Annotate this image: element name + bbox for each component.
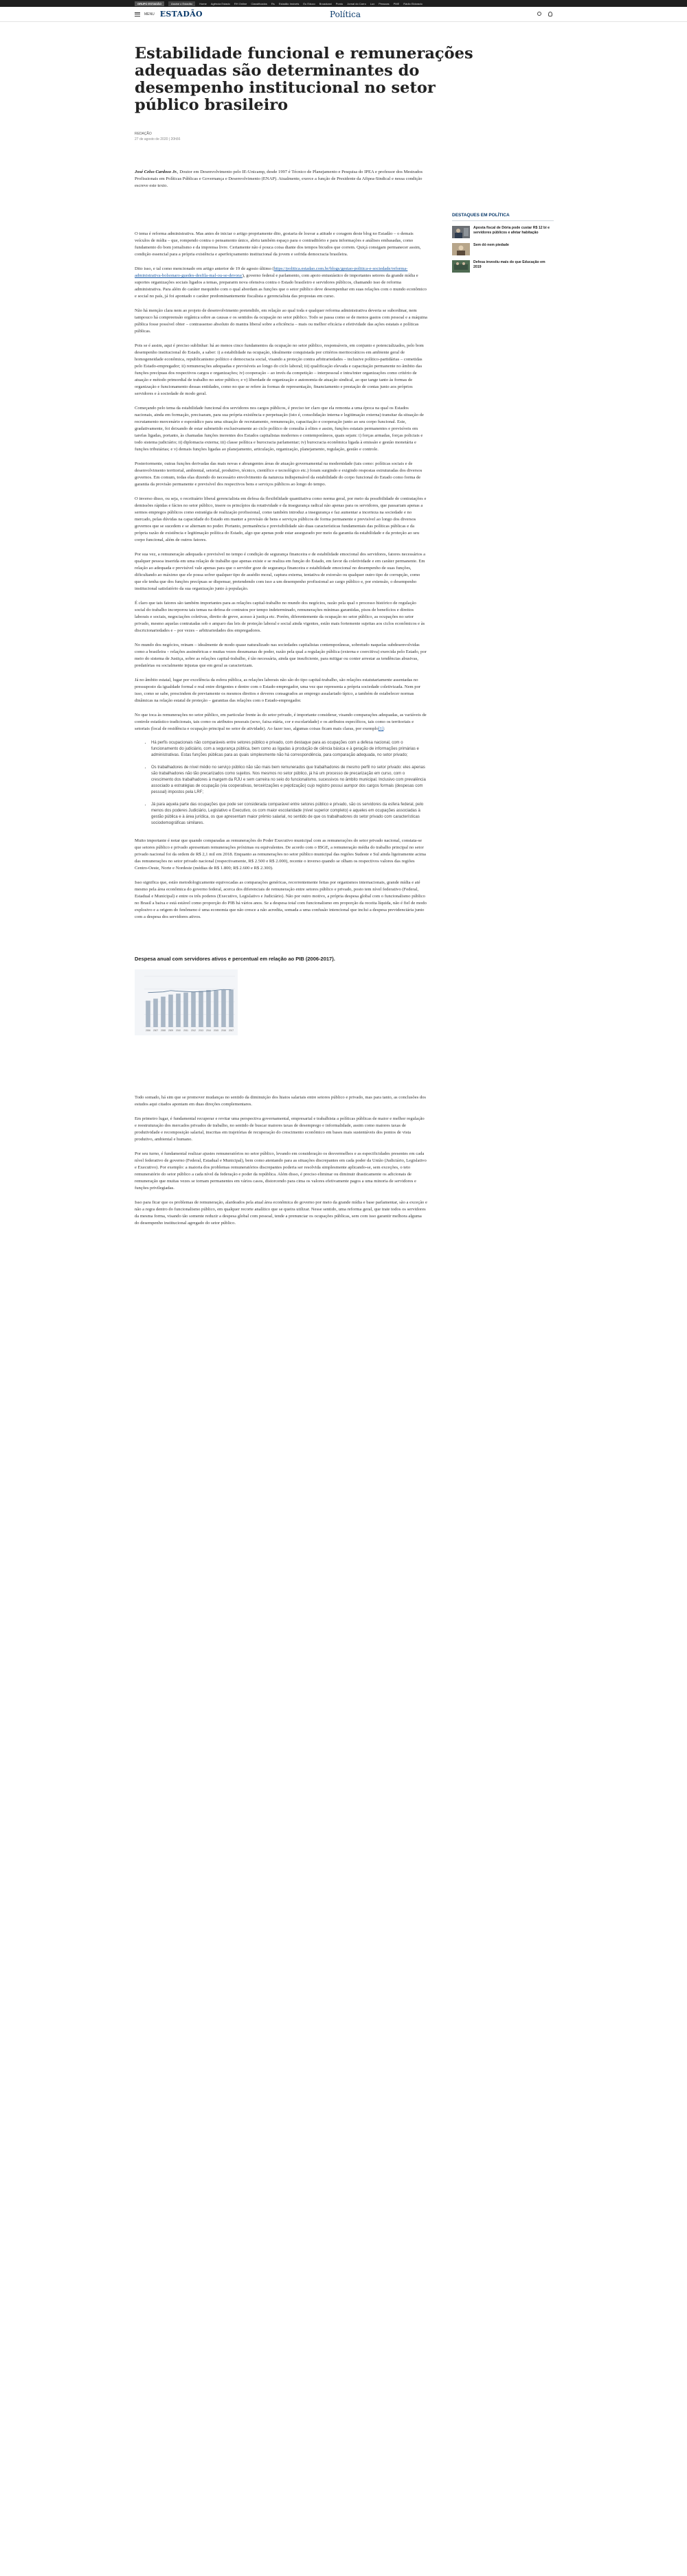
chart-tick-label: 2007 (153, 1029, 159, 1032)
network-link[interactable]: Rádio Eldorado (403, 1, 423, 5)
site-header (0, 7, 687, 22)
network-link[interactable]: Broadcast (319, 1, 332, 5)
network-brand[interactable]: GRUPO ESTADÃO (135, 1, 164, 6)
chart-tick-label: 2016 (221, 1029, 227, 1032)
chart-tick-label: 2008 (160, 1029, 166, 1032)
network-link[interactable]: RH Online (234, 1, 247, 5)
sidebar (452, 213, 554, 1234)
intro-text: , Doutor em Desenvolvimento pelo IE-Unicamp, desde 1997 é Técnico de Planejamento e Pesquisa do IPEA e professor dos Mestrados Profissionais em Políticas Públicas e Governança e Desenvolvimento (ENAP). Atualmente, exerce a função de Presidente da Afipea-Sindical e nessa condição escreve este texto. (135, 170, 423, 188)
chart-tick-label: 2015 (213, 1029, 219, 1032)
network-link[interactable]: Jornal do Carro (347, 1, 366, 5)
intro-author: José Celso Cardoso Jr. (135, 170, 177, 174)
paragraph: Isso para ficar que os problemas de remuneração, alardeados pela atual área econômica do governo por meio da grande mídia e base parlamentar, são a exceção e não a regra dentro do funcionalismo público, em qualquer recorte analítico que se queira utilizar. Nesse sentido, uma reforma geral, que trate todos os servidores da mesma forma, visando tão somente reduzir a despesa global com pessoal, tende a prenunciar os ocupações públicas, sem com isso garantir melhora alguma do desempenho institucional agregado do setor público. (135, 1200, 427, 1226)
paragraph: O tema é reforma administrativa. Mas antes de iniciar o artigo propriamente dito, gostaria de louvar a atitude e coragem deste blog no Estadão – o demais veículos de mídia – que, rompendo contra o pensamento único, abriu também espaço para o contraditório e para informações e análises embasadas, como fundamento do bom jornalismo e da imprensa livre. Certamente não é pouca coisa diante dos tempos bicudos que correm. Quiçá consigam permanecer assim, condição essencial para a própria existência e aperfeiçoamento institucional da jovem e sofrida democracia brasileira. (135, 231, 421, 257)
chart-bar-2006 (146, 1001, 150, 1027)
sidebar-item-text[interactable]: Sem dó nem piedade (473, 243, 509, 247)
paragraph: Por sua vez, a remuneração adequada e previsível no tempo é condição de segurança financeira e de estabilidade emocional dos servidores, fatores necessários a qualquer pessoa inserida em uma relação de trabalho que apenas existe e se realiza em função do Estado, em favor da coletividade e em caráter permanente. Em relação ao adequada e previsível vale apenas para que o servidor goze de segurança financeira e estabilidade emocional no desempenho de suas funções, dificultando ao máximo que ele possa sofrer qualquer tipo de assédio moral, captura externa, tentativa de extorsão ou qualquer outro tipo de corrupção, como que ele tenha que dos funções precípuas se dispensar, pretendendo com isso a um desempenho profissional ao cargo público e, por extensão, o desempenho institucional satisfatório da sua organização junto à população. (135, 552, 426, 591)
sidebar-thumbnail[interactable] (452, 260, 470, 273)
author-label: REDAÇÃO (135, 132, 152, 136)
network-link[interactable]: Ponto (335, 1, 344, 5)
chart-svg (135, 969, 238, 1035)
sidebar-title: DESTAQUES EM POLÍTICA (452, 213, 554, 221)
sidebar-item-text[interactable]: Aposta fiscal de Dória pode custar R$ 12 bi e servidores públicos e afetar habitação (473, 226, 550, 235)
article-link[interactable]: https://politica.estadao.com.br/blogs/gestao-politica-e-sociedade/reforma-administrativa-bolsonaro-guedes-desfila-mal-ou-se-devora/ (135, 266, 408, 278)
network-link[interactable]: Pessoas (379, 1, 390, 5)
chart-bar-2014 (206, 990, 211, 1027)
paragraph: Em primeiro lugar, é fundamental recuperar e revitar uma perspectiva governamental, empresarial e trabalhista a políticas públicas de maior e melhor regulação e reestruturação dos mercados privados de trabalho, no sentido de buscar maiores taxas de desemprego e informalidade, assim como maiores taxas de produtividade e recomposição salarial, inscritas em trajetórias de recuperação do crescimento econômico em bases mais sustentáveis dos pontos de vista produtivo, ambiental e humano. (135, 1116, 425, 1142)
sidebar-item[interactable] (452, 260, 554, 273)
network-link[interactable]: Eu Educo (303, 1, 315, 5)
chart-bar-2011 (183, 993, 188, 1027)
chart-bar-2012 (191, 992, 196, 1027)
paragraph: É claro que tais fatores são também importantes para as relações capital-trabalho no mundo dos negócios, razão pela qual o processo histórico de regulação social do trabalho incorporou tais temas na defesa de contratos por tempo indeterminado, remunerações mínimas garantidas, pisos de benefícios e direitos laborais e sociais, negociações coletivas, direito de greve, acesso à justiça etc. Porém, diferentemente da ocupação no setor público, as ocupações no setor privado, mesmo aquelas contratadas sob o amparo das leis de proteção laboral e social ainda vigentes, estão mais fortemente sujeitas aos ciclos econômicos e às discricionariedades e – por vezes – arbitrariedades dos empregadores. (135, 601, 425, 633)
paragraph: No que toca às remunerações no setor público, em particular frente às do setor privado, é importante considerar, visando comparações adequadas, as variáveis de controle estatístico tradicionais, tais como os atributos pessoais (sexo, faixa etária, cor e escolaridade) e os atributos específicos, tais como os territoriais e setoriais (local de residência e ocupação principal no setor de atividade). Ao fazer isso, algumas coisas ficam mais claras, por exemplo[1]: (135, 713, 427, 731)
chart-tick-label: 2013 (198, 1029, 204, 1032)
network-link[interactable]: Home (199, 1, 207, 5)
paragraph: Começando pelo tema da estabilidade funcional dos servidores nos cargos públicos, é preciso ter claro que ela remonta a uma época na qual os Estados nacionais, ainda em formação, precisaram, para sua própria existência e perpetuação (isto é, consolidação interna e legitimação externa) transitar da situação de recrutamento mercenário e esporádico para uma situação de recrutamento, remuneração, capacitação e cooperação junto ao seu corpo funcional. Este, gradativamente, foi deixando de estar submetido exclusivamente ao ciclo político de consulta à elites e assim, funções estatais permanentes e previsíveis em tarefas ligadas, portanto, às chamadas funções inerentes dos Estados capitalistas modernos e contemporâneos, quais sejam: i) forças armadas, forças policiais e todo sistema judiciário; ii) diplomacia externa; iii) classe política e burocracia parlamentar; iv) burocracia econômica ligada à emissão e gestão monetária e funções tributárias; e v) demais funções ligadas ao planejamento, articulação, organização, planejamento, regulação, gestão e controle. (135, 406, 424, 452)
network-link[interactable]: Lux (370, 1, 375, 5)
list-item: • Há perfis ocupacionais não comparáveis entre setores público e privado, com destaque para as ocupações com a defesa nacional, com o funcionamento do judiciário, com a segurança pública, bem como as ligadas à produção de ciência básica e à geração de informações primárias e administrativas. Estas funções públicas para as quais simplesmente não há correspondência, para comparação adequada, no setor privado; (151, 740, 427, 759)
chart-tick-label: 2010 (175, 1029, 181, 1032)
network-link[interactable]: Estadão Imóveis (278, 1, 300, 5)
paragraph: Já no âmbito estatal, lugar por excelência da esfera pública, as relações laborais não são do tipo capital-trabalho, são relações estatutariamente assentadas no pressuposto da igualdade formal e real entre dirigentes e dentre com o Estado-empregador, uma vez que representa a própria sociedade coletivizada. Nem por isso, como se sabe, prescindem de previamente os mesmos direitos e deveres consagrados ao emprego assalariado típico, a também de estabelecer normas dinâmicas na relação estatal de proteção – garantias das relações com o Estado-empregador. (135, 678, 421, 703)
network-link[interactable]: Agência Estado (210, 1, 230, 5)
site-logo[interactable]: ESTADÃO (159, 10, 203, 19)
paragraph: Isso significa que, estão metodologicamente equivocadas as comparações genéricas, recorrentemente feitas por organismos internacionais, grande mídia e até mesmo pela área econômica do governo federal, acerca dos diferenciais de remuneração entre setores público e privado, posto tem nível federativo (Federal, Estadual e Municipal) e entre os três poderes (Executivo, Legislativo e Judiciário). Não por outro motivo, a própria despesa global com o funcionalismo público no Brasil a baixa e está estável como proporção do PIB há vários anos. Se a despesa total com funcionalismo em proporção da receita líquida, não é fiel de modo explosivo e a origem do fenômeno é uma economia que não cresce a não acredita, somada a uma confusão intencional que inclui a despesa previdenciária junto com a despesa dos servidores ativos. (135, 880, 427, 919)
network-link[interactable]: PME (393, 1, 400, 5)
chart-tick-label: 2017 (228, 1029, 234, 1032)
menu-label[interactable]: MENU (144, 12, 155, 16)
paragraph: Todo somado, há sim que se promover mudanças no sentido da diminuição dos hiatos salariais entre setores público e privado, mas para tanto, as conclusões dos estudos aqui citados apontam em duas direções complementares. (135, 1095, 427, 1107)
sidebar-item[interactable] (452, 226, 554, 238)
chart-title: Despesa anual com servidores ativos e percentual em relação ao PIB (2006-2017). (135, 956, 335, 962)
chart-bar-2015 (214, 991, 218, 1027)
list-item: • Já para aquela parte das ocupações que pode ser considerada comparável entre setores público e privado, são os servidores da esfera federal, pelo menos dos poderes Judiciário, Legislativo e Executivo, os com maior escolaridade (nível superior completo) e aqueles em ocupações associadas à gestão pública e à área jurídica, os que apresentam maior prêmio salarial, no sentido de que os trabalhadores do setor privado com características sociodemográficas similares. (151, 802, 427, 827)
chart-bar-2010 (176, 993, 181, 1027)
paragraph: Dito isso, e tal como mencionado em artigo anterior de 19 de agosto último (https://politica.estadao.com.br/blogs/gestao-politica-e-sociedade/reforma-administrativa-bolsonaro-guedes-desfila-mal-ou-se-devora/), governo federal e parlamento, com apoio entusiástico de importantes setores da grande mídia e suportes organizações sociais ligados a temas, prepararm nova ofensiva contra o Estado brasileiro e servidores públicos, chamando isso de reforma administrativa. Para além do caráter mequinho com o qual abordam as funções que o setor público deve desempenhar em suas relações com o mundo econômico e social no país, já foi apontado o caráter predominantemente fiscalista e gerencialista das propostas em curso. (135, 266, 427, 299)
chart-tick-label: 2012 (190, 1029, 196, 1032)
chart-tick-label: 2011 (183, 1029, 188, 1032)
user-icon[interactable] (548, 12, 552, 16)
chart-tick-label: 2009 (168, 1029, 174, 1032)
paragraph: Pois se é assim, aqui é preciso sublinhar: há ao menos cinco fundamentos da ocupação no setor público, responsáveis, em conjunto e potencializados, pelo bom desempenho institucional do Estado, a saber: i) a estabilidade na ocupação, idealmente conquistada por critérios meritocráticos em ambiente geral de homogeneidade econômica, republicanismo político e democracia social, visando a proteção contra arbitrariedades – inclusive político-partidárias – cometidas pelo Estado-empregador; ii) remunerações adequadas e previsíveis ao longo do ciclo laboral; iii) qualificação elevada e capacitação permanente no âmbito das funções precípuas dos respectivos cargos e organizações; iv) cooperação – ao invés da competição – interpessoal e intra/inter organizações como critério de atuação e método primordial de trabalho no setor público; e v) liberdade de organização e autonomia de atuação sindical, ao que tange tanto às formas de organização e funcionamento dessas entidades, como no que se refere às formas de representação, financiamento e prestação de contas junto aos próprios servidores e à sociedade de modo geral. (135, 343, 424, 396)
paragraph: Não há menção clara nem ao projeto de desenvolvimento pretendido, em relação ao qual toda e qualquer reforma administrativa deveria se subordinar, nem tampouco há compreensão orgânica sobre as causas e os sentidos da ocupação no setor público. Todo se passa como se de menos gastos com pessoal e a máquina pública fosse possível obter – contrassenso absoluto do mantra liberal sobre a eficiência – mais ou melhor eficácia e efetividade das ações estatais e políticas públicas. (135, 308, 427, 334)
sidebar-item-text[interactable]: Defesa investiu mais do que Educação em 2019 (473, 260, 545, 269)
intro-paragraph (135, 169, 427, 189)
network-bar (0, 0, 687, 7)
chart-bar-2016 (221, 990, 226, 1027)
sidebar-thumbnail[interactable] (452, 226, 470, 238)
list-item: • Os trabalhadores de nível médio no serviço público não são mais bem remunerados que trabalhadores de mesmo perfil no setor privado: eles apenas são trabalhadores não tão precarizados como sujeitos. Nos mesmos no setor público, já há um processo de precarização em curso, com o crescimento dos trabalhadores à margem da RJU e sem carreira no seio do funcionalismo, sucessivos no âmbito municipal. Inclusivo com prevalência associado a estratégias de ocupação (via cooperativas, terceirizações e pejotização) cujo registro possui aumpor dos cargos formais (despesas com pessoal) impostos pela LRF; (151, 765, 427, 796)
chart-bar-2013 (199, 991, 203, 1027)
subscribe-link[interactable]: Assine o Estadão (168, 1, 195, 6)
paragraph: No mundo dos negócios, reinam – idealmente de modo quase naturalizado nas sociedades capitalistas contemporâneas, sobretudo naquelas subdesenvolvidas como a brasileira – relações assimétricas e muitas vezes desumanas de poder, razão pela qual a regulação pública (externa e coercitiva) exercida pelo Estado, por meio do sistema de Justiça, sobre as relações capital-trabalho, é tão necessária, ainda que insuficiente, para mitigar ou conter arrestar as tendências abusivas, predatórias ou socialmente injustas que em geral as caracterizam. (135, 643, 427, 668)
chart-bar-2009 (168, 995, 173, 1027)
sidebar-item[interactable] (452, 243, 554, 255)
menu-icon[interactable] (135, 12, 140, 16)
sidebar-thumbnail[interactable] (452, 243, 470, 255)
search-icon[interactable] (537, 12, 541, 16)
chart (135, 969, 238, 1035)
chart-bar-2017 (229, 989, 234, 1027)
chart-tick-label: 2006 (145, 1029, 151, 1032)
bullet-list (144, 740, 427, 827)
article-headline: Estabilidade funcional e remunerações adequadas são determinantes do desempenho institucional no setor público brasileiro (135, 45, 473, 114)
chart-bar-2008 (161, 997, 166, 1027)
paragraph: Muito importante é notar que quando comparadas as remunerações do Poder Executivo municipal com as remunerações do setor privado nacional, constata-se que setores público e privado apresentam remunerações próximas ou equivalentes. De acordo com o IBGE, a remuneração média do trabalho principal no setor privado nacional foi da ordem de R$ 2,1 mil em 2018. Enquanto as remunerações no setor público municipal das regiões Sudeste e Sul ainda ligeiramente acima das remunerações no setor privado nacional (respectivamente, R$ 2.500 e R$ 2.000), recente o inverso quando se olham os respectivos valores das regiões Centro-Oeste, Norte e Nordeste (médias de R$ 1.800; R$ 2.600 e R$ 2.300). (135, 838, 426, 871)
paragraph: Por seu turno, é fundamental realizar ajustes remuneratórios no setor público, levando em consideração os desvermelhos e as especificidades presentes em cada nível federativo de governo (Federal, Estadual e Municipal), bem como atentando para as situações discrepantes em cada poder da União (Judiciário, Legislativo e Executivo). Por exemplo: a maioria dos problemas remuneratórios discrepantes poderia ser resolvida simplesmente aplicando-se, sem exceções, o teto remuneratório do setor público a cada nível da federação e poder da república. Além disso, é preciso eliminar ou diminuir drasticamente os adicionais de remuneração que muitas vezes se tornam permanentes em vários casos, distorcendo para cima os valores efetivamente pagos a uma minoria de servidores e funções privilegiadas. (135, 1151, 427, 1191)
article-date: 27 de agosto de 2020 | 20h56 (135, 137, 181, 141)
network-link[interactable]: Classificados (251, 1, 267, 5)
section-title[interactable]: Política (330, 9, 361, 19)
paragraph: Posteriormente, outras funções derivadas das mais novas e abrangentes áreas de atuação governamental na modernidade (tais como: políticas sociais e de desenvolvimento territorial, ambiental, setorial, produtivo, técnico, científico e tecnológico etc.) foram surgindo e exigindo respostas estruturadas dos diversos governos. Em comum, todas elas dizendo do necessário envolvimento da natureza indispensável da estabilidade do corpo funcional do Estado como forma de garantia da provisão permanente e previsível dos respectivos bens e serviços públicos ao longo do tempo. (135, 461, 423, 487)
chart-bar-2007 (153, 999, 158, 1027)
paragraph: O inverso disso, ou seja, o receituário liberal gerencialista em defesa da flexibilidade quantitativa como norma geral, por meio da possibilidade de contratações e demissões rápidas e fácies no setor público, insere os princípios da rotatividade e da insegurança radical não apenas para os servidores, que passariam apenas a sermos empregos públicos como estratégia de realização profissional, como também introduz a insegurança e faz aumentar a incerteza na sociedade e no mercado, pelas dúvidas na capacidade do Estado em manter a provisão de bens e serviços públicos de forma permanente e previsível ao longo dos diversos governos que se sucedem e se alternam no poder. Portanto, permanência e previsibilidade são duas características fundamentais das políticas públicas e da própria razão de existência e legitimação política do Estado, algo que apenas pode estar assegurado por meio da garantia da estabilidade e da proteção ao seu corpo funcional, além de outros fatores. (135, 496, 427, 542)
article-body (135, 141, 427, 1234)
network-link[interactable]: Rs (271, 1, 275, 5)
footnote-link[interactable]: [1] (378, 726, 384, 731)
chart-tick-label: 2014 (205, 1029, 212, 1032)
